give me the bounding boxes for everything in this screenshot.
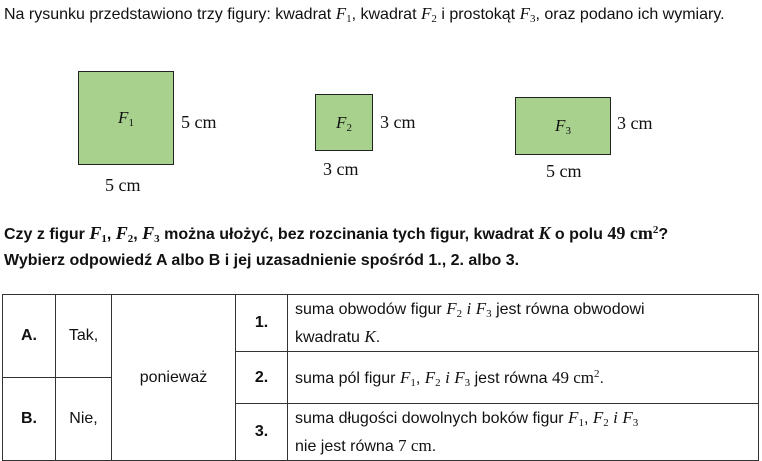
option-b-letter: B. bbox=[3, 378, 56, 461]
question-line-1: Czy z figur $F_1$, $F_2$, $F_3$ można ułożyć, bez rozcinania tych figur, kwadrat K o polu 49 $cm^2$? bbox=[4, 223, 669, 245]
because-cell: ponieważ bbox=[112, 295, 236, 461]
reason-1-text: suma obwodów figur $F_2$ i $F_3$ jest równa obwodowi kwadratu K. bbox=[288, 295, 759, 352]
intro-text: Na rysunku przedstawiono trzy figury: kwadrat $F_1$, kwadrat $F_2$ i prostokąt $F_3$, oraz podano ich wymiary. bbox=[4, 4, 725, 25]
reason-2-text: suma pól figur $F_1$, $F_2$ i $F_3$ jest równa 49 $cm^2$. bbox=[288, 352, 759, 404]
reason-1-number: 1. bbox=[236, 295, 288, 352]
answer-table bbox=[2, 294, 759, 461]
figure-f3-side-dim: 3 cm bbox=[617, 113, 653, 133]
option-a-text: Tak, bbox=[56, 295, 112, 378]
option-b-text: Nie, bbox=[56, 378, 112, 461]
reason-3-text: suma długości dowolnych boków figur $F_1$, $F_2$ i $F_3$ nie jest równa 7 cm. bbox=[288, 404, 759, 461]
figure-f1-side-dim: 5 cm bbox=[181, 112, 217, 132]
figure-f3-label: $F_3$ bbox=[555, 116, 571, 137]
figure-f1-bottom-dim: 5 cm bbox=[105, 175, 141, 195]
figure-f1-square bbox=[78, 71, 174, 165]
figure-f2-square bbox=[315, 94, 373, 151]
figure-f3-rectangle bbox=[515, 97, 611, 155]
figure-f2-side-dim: 3 cm bbox=[380, 112, 416, 132]
figure-f2-label: $F_2$ bbox=[336, 112, 352, 134]
reason-3-number: 3. bbox=[236, 404, 288, 461]
option-a-letter: A. bbox=[3, 295, 56, 378]
figure-f3-bottom-dim: 5 cm bbox=[546, 161, 582, 181]
figure-f2-bottom-dim: 3 cm bbox=[323, 159, 359, 179]
math-f3: $F_3$ bbox=[519, 4, 536, 25]
math-f1: $F_1$ bbox=[335, 4, 352, 25]
figure-f1-label: $F_1$ bbox=[118, 108, 134, 129]
question bbox=[4, 220, 668, 274]
question-line-2: Wybierz odpowiedź A albo B i jej uzasadnienie spośród 1., 2. albo 3. bbox=[4, 252, 520, 269]
reason-2-number: 2. bbox=[236, 352, 288, 404]
math-f2: $F_2$ bbox=[420, 4, 437, 25]
